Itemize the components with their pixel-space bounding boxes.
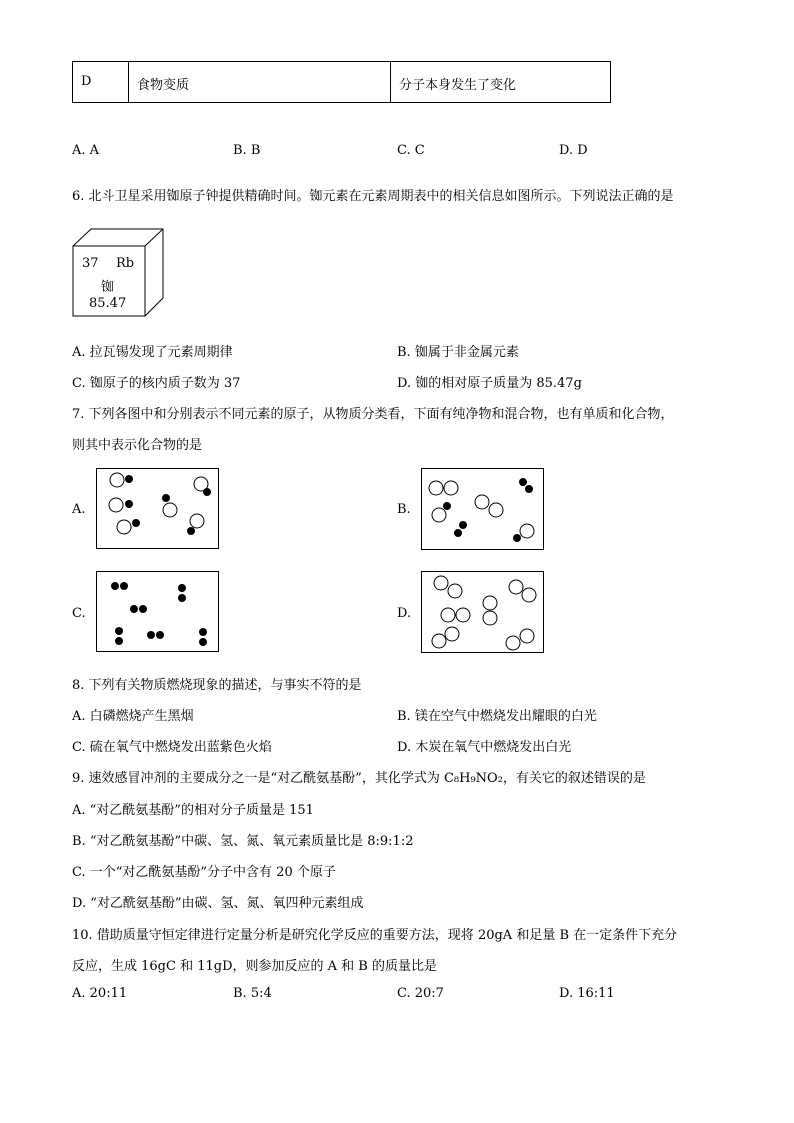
q9-option-c[interactable]: C. 一个“对乙酰氨基酚”分子中含有 20 个原子 [72,865,336,880]
q8-stem: 8. 下列有关物质燃烧现象的描述，与事实不符的是 [72,678,362,693]
q5-option-c[interactable]: C. C [397,143,425,158]
q8-option-d[interactable]: D. 木炭在氧气中燃烧发出白光 [397,740,572,755]
q7-diagram-a [96,468,220,550]
q10-stem-line2: 反应，生成 16gC 和 11gD，则参加反应的 A 和 B 的质量比是 [72,959,437,974]
q7-label-b[interactable]: B. [397,502,411,517]
q7-diagram-d [421,571,545,654]
q8-option-b[interactable]: B. 镁在空气中燃烧发出耀眼的白光 [397,709,597,724]
q6-option-d[interactable]: D. 铷的相对原子质量为 85.47g [397,376,582,391]
element-symbol: Rb [116,256,135,271]
table-cell-phenomenon [129,62,391,102]
q10-stem-line1: 10. 借助质量守恒定律进行定量分析是研究化学反应的重要方法，现将 20gA 和足量 B 在一定条件下充分 [72,928,678,943]
q7-diagram-b [421,468,545,551]
q5-option-a[interactable]: A. A [72,143,100,158]
q6-option-c[interactable]: C. 铷原子的核内质子数为 37 [72,376,241,391]
q7-stem-line1: 7. 下列各图中和分别表示不同元素的原子，从物质分类看，下面有纯净物和混合物，也有单质和化合物， [72,407,674,422]
q6-option-a[interactable]: A. 拉瓦锡发现了元素周期律 [72,345,233,360]
q7-diagram-c [96,571,220,653]
element-atomic-number: 37 [82,256,99,271]
q9-option-b[interactable]: B. “对乙酰氨基酚”中碳、氢、氮、氧元素质量比是 8:9:1:2 [72,834,414,849]
table-cell-explanation [391,62,610,102]
q10-option-a[interactable]: A. 20:11 [72,986,128,1001]
answer-table-row [72,61,611,103]
q6-stem: 6. 北斗卫星采用铷原子钟提供精确时间。铷元素在元素周期表中的相关信息如图所示。下列说法正确的是 [72,189,674,204]
element-name: 铷 [101,280,115,295]
q9-option-a[interactable]: A. “对乙酰氨基酚”的相对分子质量是 151 [72,803,314,818]
q5-option-b[interactable]: B. B [233,143,261,158]
q7-label-c[interactable]: C. [72,606,86,621]
q10-option-d[interactable]: D. 16:11 [559,986,615,1001]
table-cell-explanation-text: 分子本身发生了变化 [399,78,517,93]
q5-option-d[interactable]: D. D [559,143,588,158]
element-mass: 85.47 [89,296,127,311]
q8-option-c[interactable]: C. 硫在氧气中燃烧发出蓝紫色火焰 [72,740,272,755]
q7-stem-line2: 则其中表示化合物的是 [72,438,203,453]
q9-option-d[interactable]: D. “对乙酰氨基酚”由碳、氢、氮、氧四种元素组成 [72,896,364,911]
q8-option-a[interactable]: A. 白磷燃烧产生黑烟 [72,709,194,724]
q7-label-a[interactable]: A. [72,502,86,517]
table-cell-letter-text: D [81,74,92,89]
table-cell-letter [73,62,129,102]
q7-label-d[interactable]: D. [397,606,412,621]
q6-option-b[interactable]: B. 铷属于非金属元素 [397,345,519,360]
q9-stem: 9. 速效感冒冲剂的主要成分之一是“对乙酰氨基酚”，其化学式为 C₈H₉NO₂，有关它的叙述错误的是 [72,771,646,786]
q10-option-c[interactable]: C. 20:7 [397,986,444,1001]
q10-option-b[interactable]: B. 5:4 [233,986,272,1001]
table-cell-phenomenon-text: 食物变质 [137,78,190,93]
